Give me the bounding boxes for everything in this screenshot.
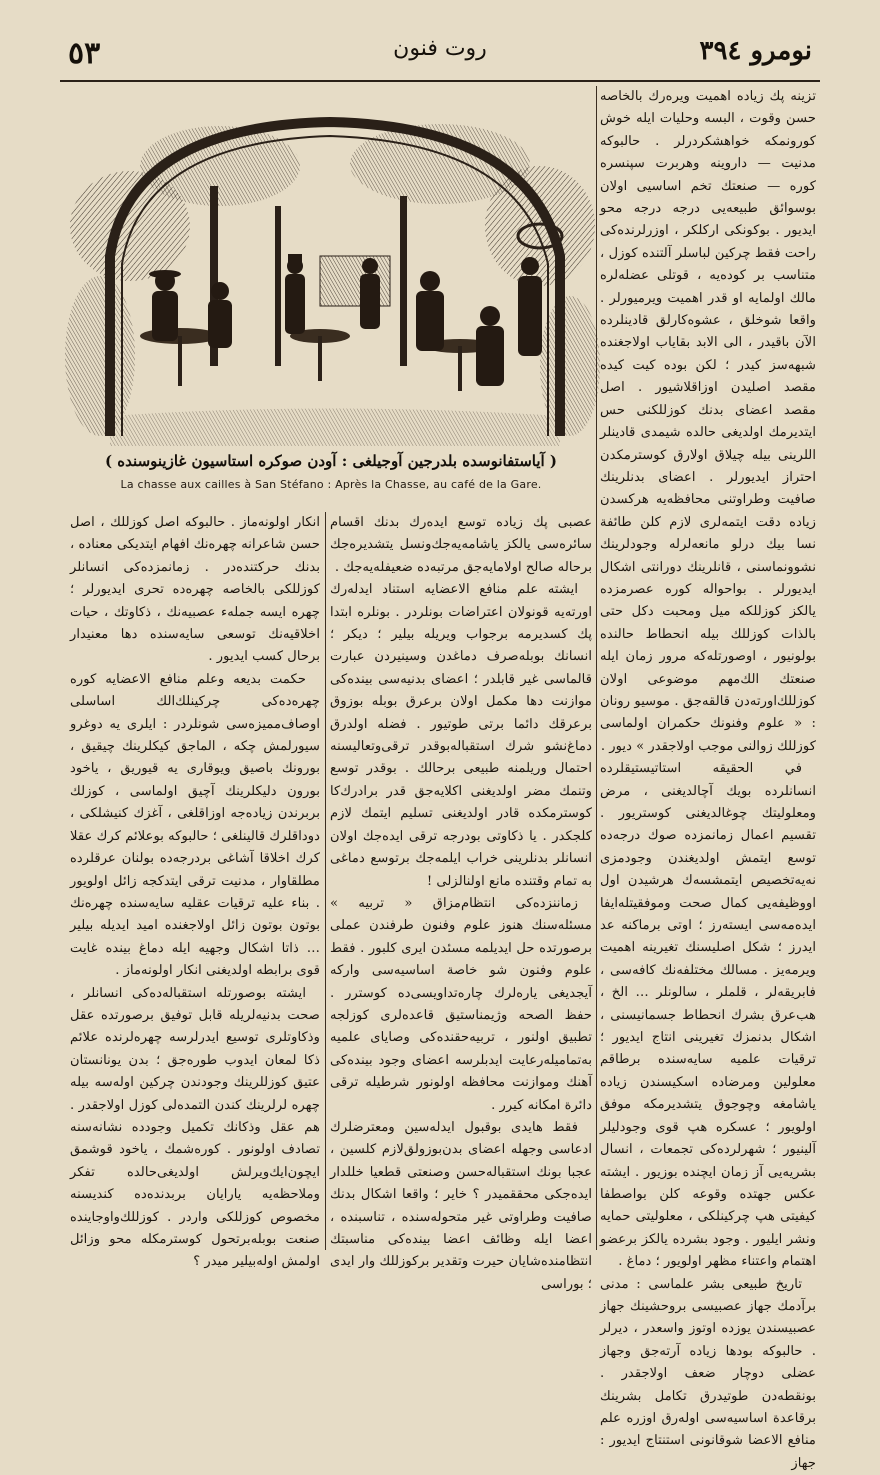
- paragraph: تاريخ طبيعى بشر علماسى : مدنى برآدمك جهاز عصبيسى بروحشينك جهاز عصبيسندن يوزده اوتوز واسعدر ، ديرلر . حالبوكه بودها زياده آرته‌جق وجهاز عضلى دوچار ضعف اولاجقدر . بونقطه‌دن طوتيدرق تكامل بشرينك برقاعدة اساسيه‌سى اوله‌رق اوزره علم منافع الاعضا شوقانونى استنتاج ايديور : جهاز: [600, 1276, 816, 1471]
- caption-french: La chasse aux cailles à San Stéfano : Après la Chasse, au café de la Gare.: [120, 478, 542, 491]
- paragraph: انكار اولونه‌ماز . حالبوكه اصل كوزللك ، اصل حسن شاعرانه چهره‌نك افهام ايتديكى معناده ، بدنك حركتنده‌در . زمانمزده‌كى انسانلر كوزللكى بالخاصه چهره‌ده تحرى ايديورلر ؛ چهره ايسه جمله‌ء عصبيه‌نك ، ذكاوتك ، حيات اخلاقيه‌نك توسعى سايه‌سنده دها معنيدار برحال كسب ايديور .: [70, 515, 320, 665]
- paragraph: ايشته علم منافع الاعضايه استناد ايدله‌رك اورته‌يه قونولان اعتراضات بونلردر . بونلره ابتدا پك كسديرمه برجواب ويريله بيلير ؛ ديكر ؛ انسانك بوبله‌صرف دماغدن وسينيردن عبارت قالماسى غير قابلدر ؛ اعضاى بدنيه‌سى بينده‌كى موازنت دها مكمل اولان برعرق بوبله بوزوق برعرقك دائما برتى طوتيور . فضله اولدرق دماغ‌نشو شرك استقباله‌بوقدر ترقى‌وتعاليسنه احتمال وريلمنه طبيعى برحالك . بوقدر توسع وتنمك مضر اولديغنى اكلايه‌جق قدر برادرك‌كا كوسترمكده قادر اولديغنى تسليم ايتمك لازم كلجكدر . يا ذكاوتى بودرجه ترقى ايده‌جك اولان انسانلر بدنلرينى خراب ايلمه‌جك برتوسع دماغى به تمام وقتنده مانع اولنالزلى !: [330, 582, 592, 889]
- paragraph: عصبى پك زياده توسع ايده‌رك بدنك اقسام سائره‌سى يالكز ياشامه‌يه‌جك‌ونسل يتشديره‌جك برحاله صالح اولامايه‌جق مرتبه‌ده ضعيفله‌يه‌جك .: [330, 515, 592, 575]
- paragraph: في الحقيقه استاتيستيقلرده انسانلرده بويك آچالديغنى ، مرض ومعلوليتك چوغالديغنى كوستريور . تقسيم اعمال زمانمزده صوك درجه‌ده توسع ايتمش اولديغندن وجودمزى نه‌يه‌تخصيص ايتمشسه‌ك هرشيدن اول اووظيفه‌يى كمال صحت وموفقيتله‌ايفا ايده‌مه‌سى ايسته‌رز ؛ اوتى برماكنه عد ايدرز ؛ شكل اصليسنك تغيرينه اهميت ويرمه‌يز . مسالك مختلفه‌نك كافه‌سى ، فابريقه‌لر ، قلملر ، سالونلر … الخ ، هب‌عرق بشرك انحطاط جسمانيسنى ، اشكال بدنمزك تغيرينى انتاج ايديور ؛ ترقيات علميه سايه‌سنده برطاقم معلولين ومرضاده اسكيسندن زياده ياشامغه وچوجوق يتشديرمكه موفق اولويور ؛ عسكره هپ قوى وجودليلر آلينيور ؛ شهرلرده‌كى تجمعات ، انسال بشريه‌يى آز زمان ايچنده بوزيور . ايشته عكس جهتده وقوعه كلن بواصطفا كيفيتى هپ چركينلكى ، معلوليتى حمايه ونشر ايليور . وجود بشرده يالكز برعضو اهتمام واعتناء مظهر اولويور ؛ دماغ .: [600, 761, 816, 1270]
- cafe-scene-drawing: [70, 116, 590, 446]
- paragraph: ايشته بوصورتله استقباله‌ده‌كى انسانلر ، صحت بدنيه‌لريله قابل توفيق برصورتده عقل وذكاوتلرى توسيع ايدرلرسه چهره‌لرنده علائم ذكا لمعان ايدوب طوره‌جق ؛ بدن يونانستان عتيق كوزللرينك وجودندن چركين اوله‌سه بيله چهره لرلرينك كندن التمده‌لى كوزل اولاجقدر . هم عقل وذكانك تكميل وجودده نشانه‌سنه تصادف اولونور . كورەشمك ، ياخود قوشمق ايچون‌ايك‌ويرلش اولديغى‌حالده تفكر وملاحظه‌يه يارايان بربدنده‌ده كنديسنه مخصوص كوزللكى واردر . كوزللك‌واوجاينده صنعت بوبله‌برتحول كوسترمكله محو وزائل اولمش اوله‌بيلير ميدر ؟: [70, 985, 320, 1270]
- caption-turkish: ( آياستفانوسده بلدرجين آوجيلغى : آودن صوكره استاسيون غازينوسنده ): [104, 452, 557, 470]
- column-middle: [330, 512, 592, 1292]
- paragraph: زماننزده‌كى انتظام‌مزاق « تربيه » مسئله‌سنك هنوز علوم وفنون طرفندن عملى برصورتده حل ايديلمه مسئدن ايرى كلبور . فقط علوم وفنون شو خاصة اساسيه‌سى واركه آيجديغى يارەلرك چاره‌تداويسى‌ده كوسترر . حفظ الصحه وژيمناستيق قاعده‌لرى كوزلجه تطبيق اولنور ، تربيه‌حقنده‌كى وصاياى علميه به‌تماميله‌رعايت ايدبلرسه اعضاى وجود بينده‌كى آهنك وموازنت محافظه اولونور شرطيله ترقى دائرة امكانه كيرر .: [330, 895, 592, 1113]
- column-rule-right: [596, 86, 597, 1250]
- paragraph: فقط هايدى بوقبول ايدله‌سين ومعترضلرك ادعاسى وجهله اعضاى بدن‌بوزولق‌لازم كلسين ، عجبا بونك استقباله‌حسن وصنعتى قطعيا خللدار ايده‌جكى محققميدر ؟ خاير ؛ واقعا اشكال بدنك صافيت وطراوتى غير متحوله‌سنده ، تناسبنده ، اعضا ايله وظائف اعضا بينده‌كى مناسبتك انتظامنده‌شايان حيرت وتقدير بركوزللك وار ايدى ؛ بوراسى: [330, 1119, 592, 1292]
- paragraph: تزينه پك زياده اهميت ويره‌رك بالخاصه حسن وقوت ، البسه وحليات ايله خوش كورونمكه خواهشكردرلر . حالبوكه مدنيت — داروينه وهربرت سپنسره كوره — صنعتك تخم اساسيى اولان بوسوائق طبيعه‌يى درجه درجه محو ايديور . بوكونكى اركلكر ، اوزرلرنده‌كى راحت فقط چركين لباسلر آلتنده كوزل ، متناسب بر كوده‌يه ، قوتلى عضله‌لره مالك اولمايه او قدر اهميت ويرميورلر . واقعا شوخلق ، عشوه‌كارلق قادينلرده الآن باقيدر ، الى الابد بقاياب اولاجغنده شبهه‌سز كيدر ؛ لكن بوده كيت كيده مقصد اصليدن اوزاقلاشيور . اصل مقصد اعضاى بدنك كوزللكنى حس ايتديرمك اولديغى حالده شيمدى قادينلر اللرينى بيله چيلاق اولارق كوسترمكدن احتراز ايديورلر . اعضاى بدنلرينك صافيت وطراوتنى محافظه‌يه هركسدن زياده دقت ايتمه‌لرى لازم كلن طائفة نسا بيك درلو مانعه‌لرله وجودلرينك نشوونماسنى ، قانلرينك دورانتى اشكال ايديورلر . بواحواله كوره عصرمزده يالكز كوزللكه ميل ومحبت دكل حتى بالذات كوزللك بيله انحطاط حالنده بولونيور ، اوصورتله‌كه مرور زمان ايله صنعتك الك‌مهم موضوعى اولان كوزللك‌اورته‌دن قالقه‌جق . موسيو رونان : « علوم وفنونك حكمران اولماسى كوزللك زوالنى موجب اولاجقدر » ديور .: [600, 89, 816, 754]
- column-left: [70, 512, 320, 1270]
- paragraph: حكمت بديعه وعلم منافع الاعضايه كوره چهره‌ده‌كى چركينلك‌الك اساسلى اوصاف‌مميزه‌سى شونلردر : ايلرى يه دوغرو سيورلمش چكه ، الماجق كيكلرينك چيقيق ، بورونك باصيق ويوقارى يه قيوريق ، ياخود بورون دليكلرينك آچيق اولماسى ، كوزلك بربرندن زياده‌جه اوزاقلغى ، آغزك كنيشلكى ، دوداقلرك قالينلغى ؛ حالبوكه بوعلائم كرك عقلا كرك اخلاقا آشاغى بردرجه‌ده بولنان عرقلرده مطلقاوار ، مدنيت ترقى ايتدكجه زائل اولويور . بناء عليه ترقيات عقليه سايه‌سنده چهره‌نك بوتون بوتون زائل اولاجغنده اميد ايديله بيلير … ذاتا اشكال وجهيه ايله دماغ بينده غايت قوى برابطه اولديغنى انكار اولونه‌ماز .: [70, 671, 320, 979]
- issue-number: نومرو ٣٩٤: [699, 36, 812, 66]
- engraving-illustration: [70, 116, 590, 446]
- magazine-title: روت فنون: [393, 36, 487, 61]
- page-header: [60, 28, 820, 82]
- column-right: [600, 86, 816, 1471]
- column-rule-left: [325, 512, 326, 1250]
- page-number: ٥٣: [68, 36, 101, 71]
